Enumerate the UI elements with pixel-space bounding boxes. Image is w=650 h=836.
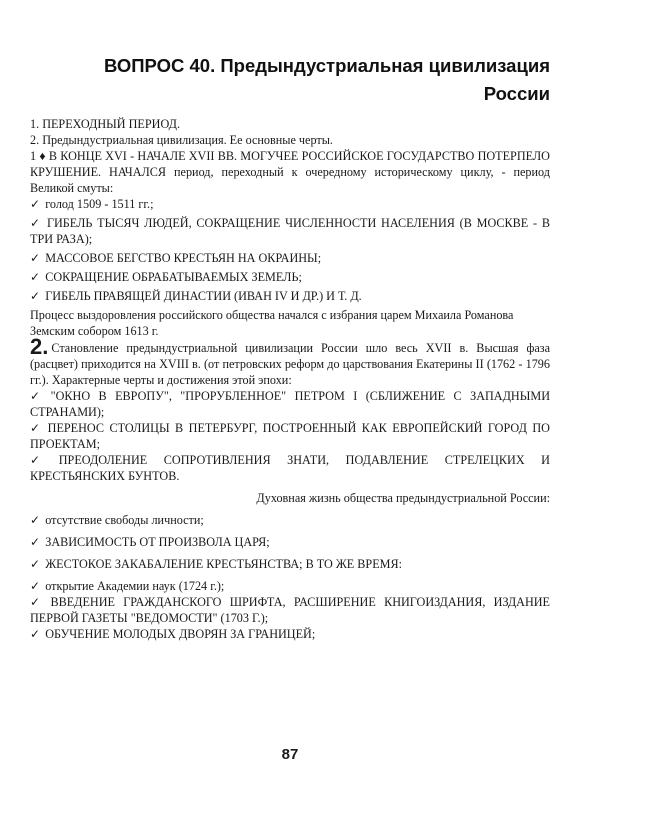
bullet-item — [30, 512, 550, 528]
line-transition-period: 1. ПЕРЕХОДНЫЙ ПЕРИОД. — [30, 117, 181, 131]
bullet-item — [30, 250, 550, 266]
title-line-1: ВОПРОС 40. Предындустриальная цивилизация — [103, 55, 550, 76]
bullet-text: ПРЕОДОЛЕНИЕ СОПРОТИВЛЕНИЯ ЗНАТИ, ПОДАВЛЕНИЕ СТРЕЛЕЦКИХ И КРЕСТЬЯНСКИХ БУНТОВ. — [30, 453, 550, 483]
bullet-item — [30, 420, 550, 452]
line-preindustrial-civ: 2. Предындустриальная цивилизация. Ее основные черты. — [30, 133, 333, 147]
spiritual-life-heading: Духовная жизнь общества предындустриальной России: — [256, 491, 550, 505]
check-icon: ✓ — [30, 197, 41, 211]
check-icon: ✓ — [30, 216, 42, 230]
bullet-item — [30, 196, 550, 212]
bullet-item — [30, 215, 550, 247]
title-line-2: России — [483, 83, 550, 104]
bullet-text: ЖЕСТОКОЕ ЗАКАБАЛЕНИЕ КРЕСТЬЯНСТВА; В ТО ЖЕ ВРЕМЯ: — [45, 557, 402, 571]
bullet-item — [30, 534, 550, 550]
paragraph-formation — [30, 334, 550, 388]
paragraph-recovery: Процесс выздоровления российского общества начался с избрания царем Михаила Романова Земским собором 1613 г. — [30, 308, 514, 338]
check-icon: ✓ — [30, 289, 41, 303]
document-body — [30, 116, 550, 642]
check-icon: ✓ — [30, 513, 41, 527]
check-icon: ✓ — [30, 421, 43, 435]
bullet-item — [30, 288, 550, 304]
check-icon: ✓ — [30, 595, 46, 609]
bullet-text: "ОКНО В ЕВРОПУ", "ПРОРУБЛЕННОЕ" ПЕТРОМ I (СБЛИЖЕНИЕ С ЗАПАДНЫМИ СТРАНАМИ); — [30, 389, 550, 419]
section-number: 2. — [30, 334, 49, 359]
bullet-item — [30, 388, 550, 420]
bullet-text: отсутствие свободы личности; — [45, 513, 204, 527]
page-number: 87 — [281, 746, 299, 763]
bullet-text: ВВЕДЕНИЕ ГРАЖДАНСКОГО ШРИФТА, РАСШИРЕНИЕ КНИГОИЗДАНИЯ, ИЗДАНИЕ ПЕРВОЙ ГАЗЕТЫ "ВЕДОМОСТИ" (1703 Г.); — [30, 595, 551, 625]
check-icon: ✓ — [30, 453, 54, 467]
document-page — [30, 52, 550, 642]
check-icon: ✓ — [30, 270, 41, 284]
bullet-text: ЗАВИСИМОСТЬ ОТ ПРОИЗВОЛА ЦАРЯ; — [45, 535, 270, 549]
bullet-text: ОБУЧЕНИЕ МОЛОДЫХ ДВОРЯН ЗА ГРАНИЦЕЙ; — [45, 627, 316, 641]
check-icon: ✓ — [30, 557, 41, 571]
paragraph-crisis: 1 ♦ В КОНЦЕ XVI - НАЧАЛЕ XVII ВВ. МОГУЧЕЕ РОССИЙСКОЕ ГОСУДАРСТВО ПОТЕРПЕЛО КРУШЕНИЕ. НАЧАЛСЯ период, переходный к очередному историческому циклу, - период Великой смуты: — [30, 149, 550, 195]
check-icon: ✓ — [30, 627, 41, 641]
check-icon: ✓ — [30, 251, 41, 265]
bullet-text: МАССОВОЕ БЕГСТВО КРЕСТЬЯН НА ОКРАИНЫ; — [45, 251, 322, 265]
bullet-text: ГИБЕЛЬ ТЫСЯЧ ЛЮДЕЙ, СОКРАЩЕНИЕ ЧИСЛЕННОСТИ НАСЕЛЕНИЯ (В МОСКВЕ - В ТРИ РАЗА); — [30, 216, 550, 246]
bullet-item — [30, 556, 550, 572]
bullet-text: голод 1509 - 1511 гг.; — [45, 197, 154, 211]
bullet-item — [30, 269, 550, 285]
check-icon: ✓ — [30, 579, 41, 593]
bullet-text: открытие Академии наук (1724 г.); — [45, 579, 225, 593]
bullet-item — [30, 626, 550, 642]
page-title — [30, 52, 550, 108]
paragraph-formation-text: Становление предындустриальной цивилизации России шло весь XVII в. Высшая фаза (расцвет) приходится на XVIII в. (от петровских реформ до царствования Екатерины II (1762 - 1796 гг.). Характерные черты и достижения этой эпохи: — [30, 341, 550, 387]
check-icon: ✓ — [30, 535, 41, 549]
bullet-text: ПЕРЕНОС СТОЛИЦЫ В ПЕТЕРБУРГ, ПОСТРОЕННЫЙ КАК ЕВРОПЕЙСКИЙ ГОРОД ПО ПРОЕКТАМ; — [30, 421, 550, 451]
bullet-text: ГИБЕЛЬ ПРАВЯЩЕЙ ДИНАСТИИ (ИВАН IV И ДР.) И Т. Д. — [45, 289, 362, 303]
bullet-item — [30, 594, 550, 626]
check-icon: ✓ — [30, 389, 46, 403]
bullet-item — [30, 578, 550, 594]
bullet-item — [30, 452, 550, 484]
bullet-text: СОКРАЩЕНИЕ ОБРАБАТЫВАЕМЫХ ЗЕМЕЛЬ; — [45, 270, 302, 284]
